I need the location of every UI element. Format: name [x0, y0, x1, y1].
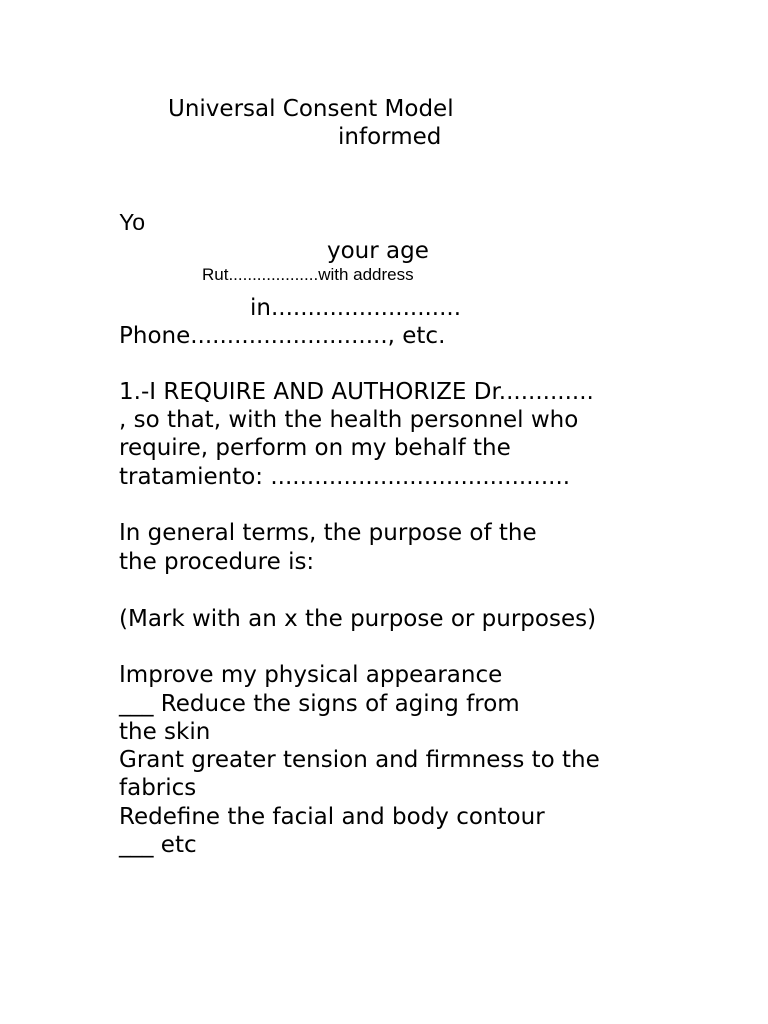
- phone-line: Phone..........................., etc.: [119, 323, 446, 349]
- purpose-line-2: the procedure is:: [119, 549, 315, 575]
- authorization-line-1: 1.-I REQUIRE AND AUTHORIZE Dr.............: [119, 379, 594, 405]
- option-line-3: the skin: [119, 719, 211, 745]
- option-line-1: Improve my physical appearance: [119, 662, 503, 688]
- purpose-line-1: In general terms, the purpose of the: [119, 520, 537, 546]
- rut-address-line: Rut...................with address: [202, 265, 414, 284]
- authorization-line-3: require, perform on my behalf the: [119, 435, 511, 461]
- option-line-2: ___ Reduce the signs of aging from: [119, 691, 520, 717]
- document-title-continued: informed: [338, 124, 442, 150]
- authorization-line-2: , so that, with the health personnel who: [119, 407, 579, 433]
- option-line-6: Redefine the facial and body contour: [119, 804, 545, 830]
- mark-instruction: (Mark with an x the purpose or purposes): [119, 606, 597, 632]
- yo-label: Yo: [119, 209, 146, 235]
- option-line-5: fabrics: [119, 775, 197, 801]
- option-line-7: ___ etc: [119, 832, 197, 858]
- document-title: Universal Consent Model: [168, 96, 454, 122]
- treatment-line: tratamiento: .........................................: [119, 464, 571, 490]
- age-label: your age: [327, 238, 429, 264]
- option-line-4: Grant greater tension and firmness to the: [119, 747, 600, 773]
- location-line: in..........................: [250, 295, 462, 321]
